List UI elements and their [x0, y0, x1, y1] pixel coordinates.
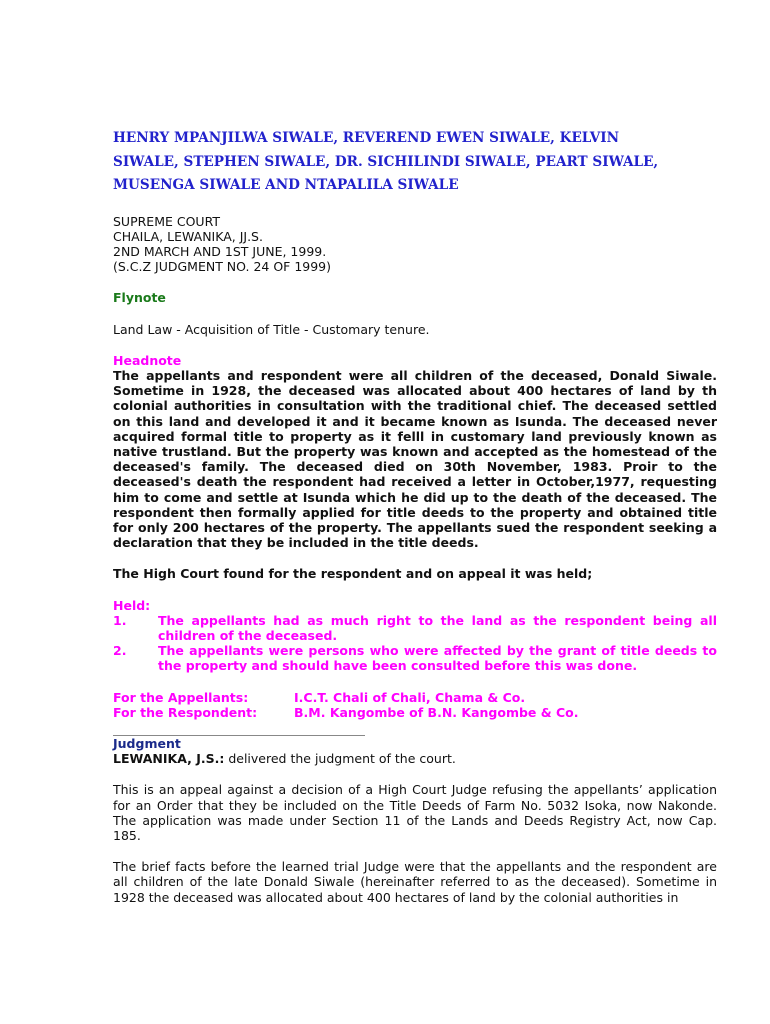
case-title-line: HENRY MPANJILWA SIWALE, REVEREND EWEN SIWALE, KELVIN [113, 130, 620, 146]
judgment-paragraph: This is an appeal against a decision of a High Court Judge refusing the appellants’ application for an Order that they be included on the Title Deeds of Farm No. 5032 Isoka, now Nakonde. The application was made under Section 11 of the Lands and Deeds Registry Act, now Cap. 185. [113, 782, 717, 843]
counsel-name: I.C.T. Chali of Chali, Chama & Co. [294, 689, 526, 705]
high-court-finding: The High Court found for the respondent and on appeal it was held; [113, 566, 593, 582]
flynote-heading: Flynote [113, 290, 166, 306]
judge-name: LEWANIKA, J.S.: [113, 751, 225, 767]
court-dates: 2ND MARCH AND 1ST JUNE, 1999. [113, 243, 327, 259]
flynote-text: Land Law - Acquisition of Title - Customary tenure. [113, 321, 430, 337]
held-heading: Held: [113, 597, 151, 613]
court-details [113, 214, 717, 275]
headnote-heading: Headnote [113, 352, 182, 368]
court-citation: (S.C.Z JUDGMENT NO. 24 OF 1999) [113, 259, 332, 275]
case-title-line: MUSENGA SIWALE AND NTAPALILA SIWALE [113, 177, 459, 193]
counsel-name: B.M. Kangombe of B.N. Kangombe & Co. [294, 704, 579, 720]
judge-delivered-text: delivered the judgment of the court. [224, 751, 456, 767]
held-section [113, 598, 717, 674]
court-judges: CHAILA, LEWANIKA, JJ.S. [113, 228, 263, 244]
held-item-text: The appellants had as much right to the land as the respondent being all children of the deceased. [158, 612, 717, 643]
judgment-heading: Judgment [113, 735, 181, 751]
court-name: SUPREME COURT [113, 213, 220, 229]
case-title [113, 127, 717, 198]
counsel-row [113, 690, 717, 705]
counsel-role: For the Appellants: [113, 689, 249, 705]
document-body [113, 127, 717, 921]
held-item [113, 643, 717, 673]
judge-line [113, 751, 717, 766]
held-item-number: 1. [113, 612, 127, 628]
counsel-row [113, 705, 717, 720]
counsel-role: For the Respondent: [113, 704, 258, 720]
held-item [113, 613, 717, 643]
judgment-paragraph: The brief facts before the learned trial Judge were that the appellants and the respondent are all children of the late Donald Siwale (hereinafter referred to as the deceased). Sometime in 1928 the deceased was allocated about 400 hectares of land by the colonial authorities in [113, 859, 717, 905]
held-item-number: 2. [113, 643, 127, 659]
headnote-text: The appellants and respondent were all children of the deceased, Donald Siwale. Sometime in 1928, the deceased was allocated about 400 hectares of land by th colonial authorities in consultation with the traditional chief. The deceased settled on this land and developed it and it became known as Isunda. The deceased never acquired formal title to property as it felll in customary land previously known as native trustland. But the property was known and accepted as the homestead of the deceased's family. The deceased died on 30th November, 1983. Proir to the deceased's death the respondent had received a letter in October,1977, requesting him to come and settle at Isunda which he did up to the death of the deceased. The respondent then formally applied for title deeds to the property and obtained title for only 200 hectares of the property. The appellants sued the respondent seeking a declaration that they be included in the title deeds. [113, 367, 717, 551]
case-title-line: SIWALE, STEPHEN SIWALE, DR. SICHILINDI SIWALE, PEART SIWALE, [113, 153, 659, 170]
counsel-list [113, 690, 717, 720]
held-item-text: The appellants were persons who were affected by the grant of title deeds to the property and should have been consulted before this was done. [158, 643, 717, 674]
